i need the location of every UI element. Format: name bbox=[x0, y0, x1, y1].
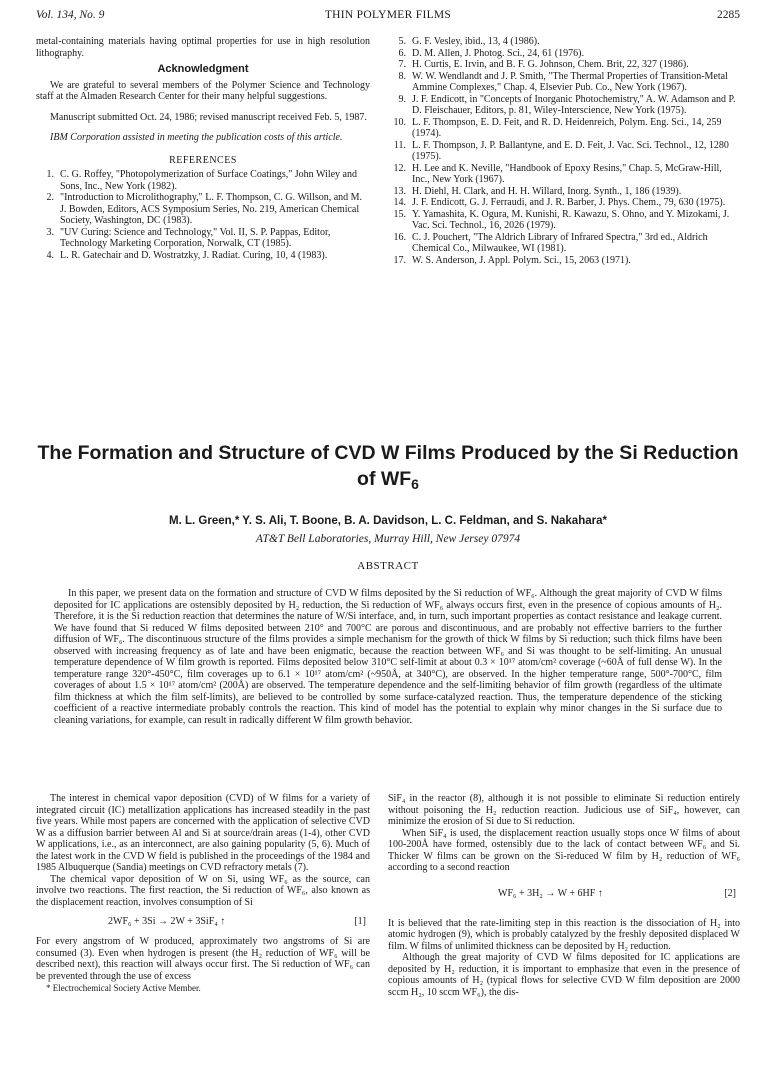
title-subscript: 6 bbox=[411, 476, 419, 492]
reference-item: 7. H. Curtis, E. Irvin, and B. F. G. Johnson, Chem. Brit, 22, 327 (1986). bbox=[398, 59, 689, 70]
reference-item: 13. H. Diehl, H. Clark, and H. H. Willard, Inorg. Synth., 1, 186 (1939). bbox=[393, 185, 682, 197]
body-left-column bbox=[36, 793, 370, 995]
reference-item: 9. J. F. Endicott, in "Concepts of Inorganic Photochemistry," A. W. Adamson and P. D. Fleischauer, Editors, p. 81, Wiley-Interscience, New York (1975). bbox=[398, 93, 736, 116]
author-list: M. L. Green,* Y. S. Ali, T. Boone, B. A. Davidson, L. C. Feldman, and S. Nakahara* bbox=[169, 515, 607, 527]
reference-item: 16. C. J. Pouchert, "The Aldrich Library of Infrared Spectra," 3rd ed., Aldrich Chemical Co., Milwaukee, WI (1981). bbox=[393, 231, 708, 254]
body-paragraph: The chemical vapor deposition of W on Si, using WF₆ as the source, can involve two reactions. The first reaction, the Si reduction of WF₆, also known as the displacement reaction, involves consumption of Si bbox=[36, 873, 370, 908]
equation-number: [1] bbox=[354, 916, 366, 927]
section-title: THIN POLYMER FILMS bbox=[324, 9, 452, 21]
continuation-text: metal-containing materials having optimal properties for use in high resolution lithography. bbox=[36, 36, 370, 59]
body-right-column bbox=[388, 793, 740, 998]
previous-article-right-column bbox=[388, 36, 740, 266]
body-paragraph: It is believed that the rate-limiting step in this reaction is the dissociation of H₂ into atomic hydrogen (9), which is probably catalyzed by the freshly deposited displaced W film. W films of unlimited thickness can be deposited by H₂ reduction. bbox=[388, 917, 740, 952]
reference-item: 11. L. F. Thompson, J. P. Ballantyne, and E. D. Feit, J. Vac. Sci. Technol., 12, 1280 (1975). bbox=[393, 139, 729, 162]
reference-item: 12. H. Lee and K. Neville, "Handbook of Epoxy Resins," Chap. 5, McGraw-Hill, Inc., New York (1967). bbox=[393, 162, 722, 185]
reference-item: 8. W. W. Wendlandt and J. P. Smith, "The Thermal Properties of Transition-Metal Ammine Complexes," Chap. 4, Elsevier Pub. Co., New York (1967). bbox=[398, 70, 728, 93]
page-number: 2285 bbox=[717, 9, 740, 21]
reference-item: 6. D. M. Allen, J. Photog. Sci., 24, 61 (1976). bbox=[398, 47, 584, 59]
body-paragraph: SiF₄ in the reactor (8), although it is not possible to eliminate Si reduction entirely without poisoning the H₂ reduction reaction. Judicious use of SiF₄, however, can minimize the erosion of Si due to Si reduction. bbox=[388, 793, 740, 827]
equation-text: 2WF₆ + 3Si → 2W + 3SiF₄ ↑ bbox=[108, 916, 226, 927]
acknowledgment-heading: Acknowledgment bbox=[157, 63, 249, 75]
affiliation: AT&T Bell Laboratories, Murray Hill, New Jersey 07974 bbox=[255, 533, 521, 545]
reference-item: 5. G. F. Vesley, ibid., 13, 4 (1986). bbox=[398, 36, 540, 47]
article-title: The Formation and Structure of CVD W Films Produced by the Si Reduction of $WF_6$ bbox=[37, 442, 739, 492]
equation-text: WF₆ + 3H₂ → W + 6HF ↑ bbox=[498, 887, 603, 899]
previous-article-left-column bbox=[36, 36, 370, 261]
equation-1 bbox=[36, 913, 370, 931]
reference-item: 14. J. F. Endicott, G. J. Ferraudi, and J. R. Barber, J. Phys. Chem., 79, 630 (1975). bbox=[393, 197, 726, 208]
acknowledgment-text: We are grateful to several members of the Polymer Science and Technology staff at the Almaden Research Center for their many helpful suggestions. bbox=[36, 79, 370, 102]
body-paragraph: For every angstrom of W produced, approximately two angstroms of Si are consumed (3). Even when hydrogen is present (the H₂ reduction of WF₆ will be described next), this reaction will always occur first. The Si reduction of WF₆ can be prevented through the use of excess bbox=[36, 936, 370, 982]
equation-2 bbox=[388, 880, 740, 910]
reference-item: 1. C. G. Roffey, "Photopolymerization of Surface Coatings," John Wiley and Sons, Inc., New York (1982). bbox=[46, 169, 357, 192]
running-header bbox=[36, 9, 740, 23]
reference-item: 10. L. F. Thompson, E. D. Feit, and R. D. Heidenreich, Polym. Eng. Sci., 14, 259 (1974). bbox=[393, 116, 722, 139]
reference-item: 2. "Introduction to Microlithography," L. F. Thompson, C. G. Willson, and M. J. Bowden, Editors, ACS Symposium Series, No. 219, American Chemical Society, Washington, DC (1983). bbox=[46, 192, 363, 226]
abstract-heading: ABSTRACT bbox=[357, 560, 419, 572]
equation-number: [2] bbox=[724, 887, 736, 899]
body-paragraph: The interest in chemical vapor deposition (CVD) of W films for a variety of integrated circuit (IC) metallization applications has increased steadily in the past five years. While most papers are concerned with the application of selective CVD W as a diffusion barrier between Al and Si at source/drain areas (1-4), other CVD W applications, i.e., as an interconnect, are also gaining popularity (5, 6). Much of the latest work in the CVD W field is published in the proceedings of the 1984 and 1985 Albuquerque (Sandia) meetings on CVD refractory metals (7). bbox=[36, 793, 370, 873]
publication-cost-note: IBM Corporation assisted in meeting the publication costs of this article. bbox=[50, 132, 343, 143]
reference-item: 4. L. R. Gatechair and D. Wostratzky, J. Radiat. Curing, 10, 4 (1983). bbox=[46, 249, 328, 261]
journal-volume: Vol. 134, No. 9 bbox=[36, 9, 105, 21]
footnote: * Electrochemical Society Active Member. bbox=[46, 983, 201, 993]
body-paragraph: Although the great majority of CVD W films deposited for IC applications are deposited by H₂ reduction, it is important to emphasize that even in the presence of copious amounts of H₂ (typical flows for selective CVD W film deposition are 2000 sccm H₂, 10 sccm WF₆), the dis- bbox=[388, 952, 740, 998]
reference-item: 15. Y. Yamashita, K. Ogura, M. Kunishi, R. Kawazu, S. Ohno, and Y. Mizokami, J. Vac. Sci. Technol., 16, 2026 (1979). bbox=[393, 208, 730, 231]
reference-item: 17. W. S. Anderson, J. Appl. Polym. Sci., 15, 2063 (1971). bbox=[393, 254, 631, 266]
abstract-text: In this paper, we present data on the formation and structure of CVD W films deposited by the Si reduction of WF₆. Although the great majority of CVD W films deposited for IC applications are ostensibly deposited by H₂ reduction, the Si reduction of WF₆ always occurs first, even in the presence of copious amounts of H₂. Therefore, it is the Si reduction reaction that determines the nature of W/Si interface, and, in turn, such important properties as contact resistance and leakage current. We have found that Si reduced W films deposited between 210° and 700°C are porous and discontinuous, and are probably not effective barriers to the further diffusion of WF₆. The discontinuous structure of the films provides a simple mechanism for the growth of thick W films by Si reduction; such thick films have been observed with increasing frequency as of late and have been enigmatic, because the reaction between WF₆ and Si was thought to be self-limiting. An unusual temperature dependence of W film growth is reported. Films deposited below 310°C self-limit at about 0.3 × 10¹⁷ atom/cm² coverage (~60Å of full dense W). In the temperature range 320°-450°C, film coverages up to 6.1 × 10¹⁷ atom/cm² (~950Å, at 340°C), are observed. In the higher temperature range, 500°-700°C, film coverages of about 1.5 × 10¹⁷ atom/cm² (200Å) are observed. The temperature dependence and the self-limiting behavior of film growth (regardless of the ultimate film thickness at which the film self-limits), are believed to be controlled by some surface-catalyzed reaction. Thus, the temperature dependence of the sticking coefficient of a reactive intermediate probably controls the reaction. This kind of model has the potential to explain why minor changes in the Si surface due to cleaning variations, for example, can result in radically different W film growth behavior. bbox=[54, 588, 722, 726]
reference-item: 3. "UV Curing: Science and Technology," Vol. II, S. P. Pappas, Editor, Technology Marketing Corporation, Norwalk, CT (1985). bbox=[46, 226, 331, 249]
manuscript-note: Manuscript submitted Oct. 24, 1986; revised manuscript received Feb. 5, 1987. bbox=[50, 111, 367, 123]
body-paragraph: When SiF₄ is used, the displacement reaction usually stops once W films of about 100-200Å have formed, ostensibly due to the lack of contact between WF₆ and Si. Thicker W films can be grown on the Si-reduced W film by H₂ reduction of WF₆ according to a second reaction bbox=[388, 827, 740, 873]
references-heading: REFERENCES bbox=[169, 154, 237, 166]
